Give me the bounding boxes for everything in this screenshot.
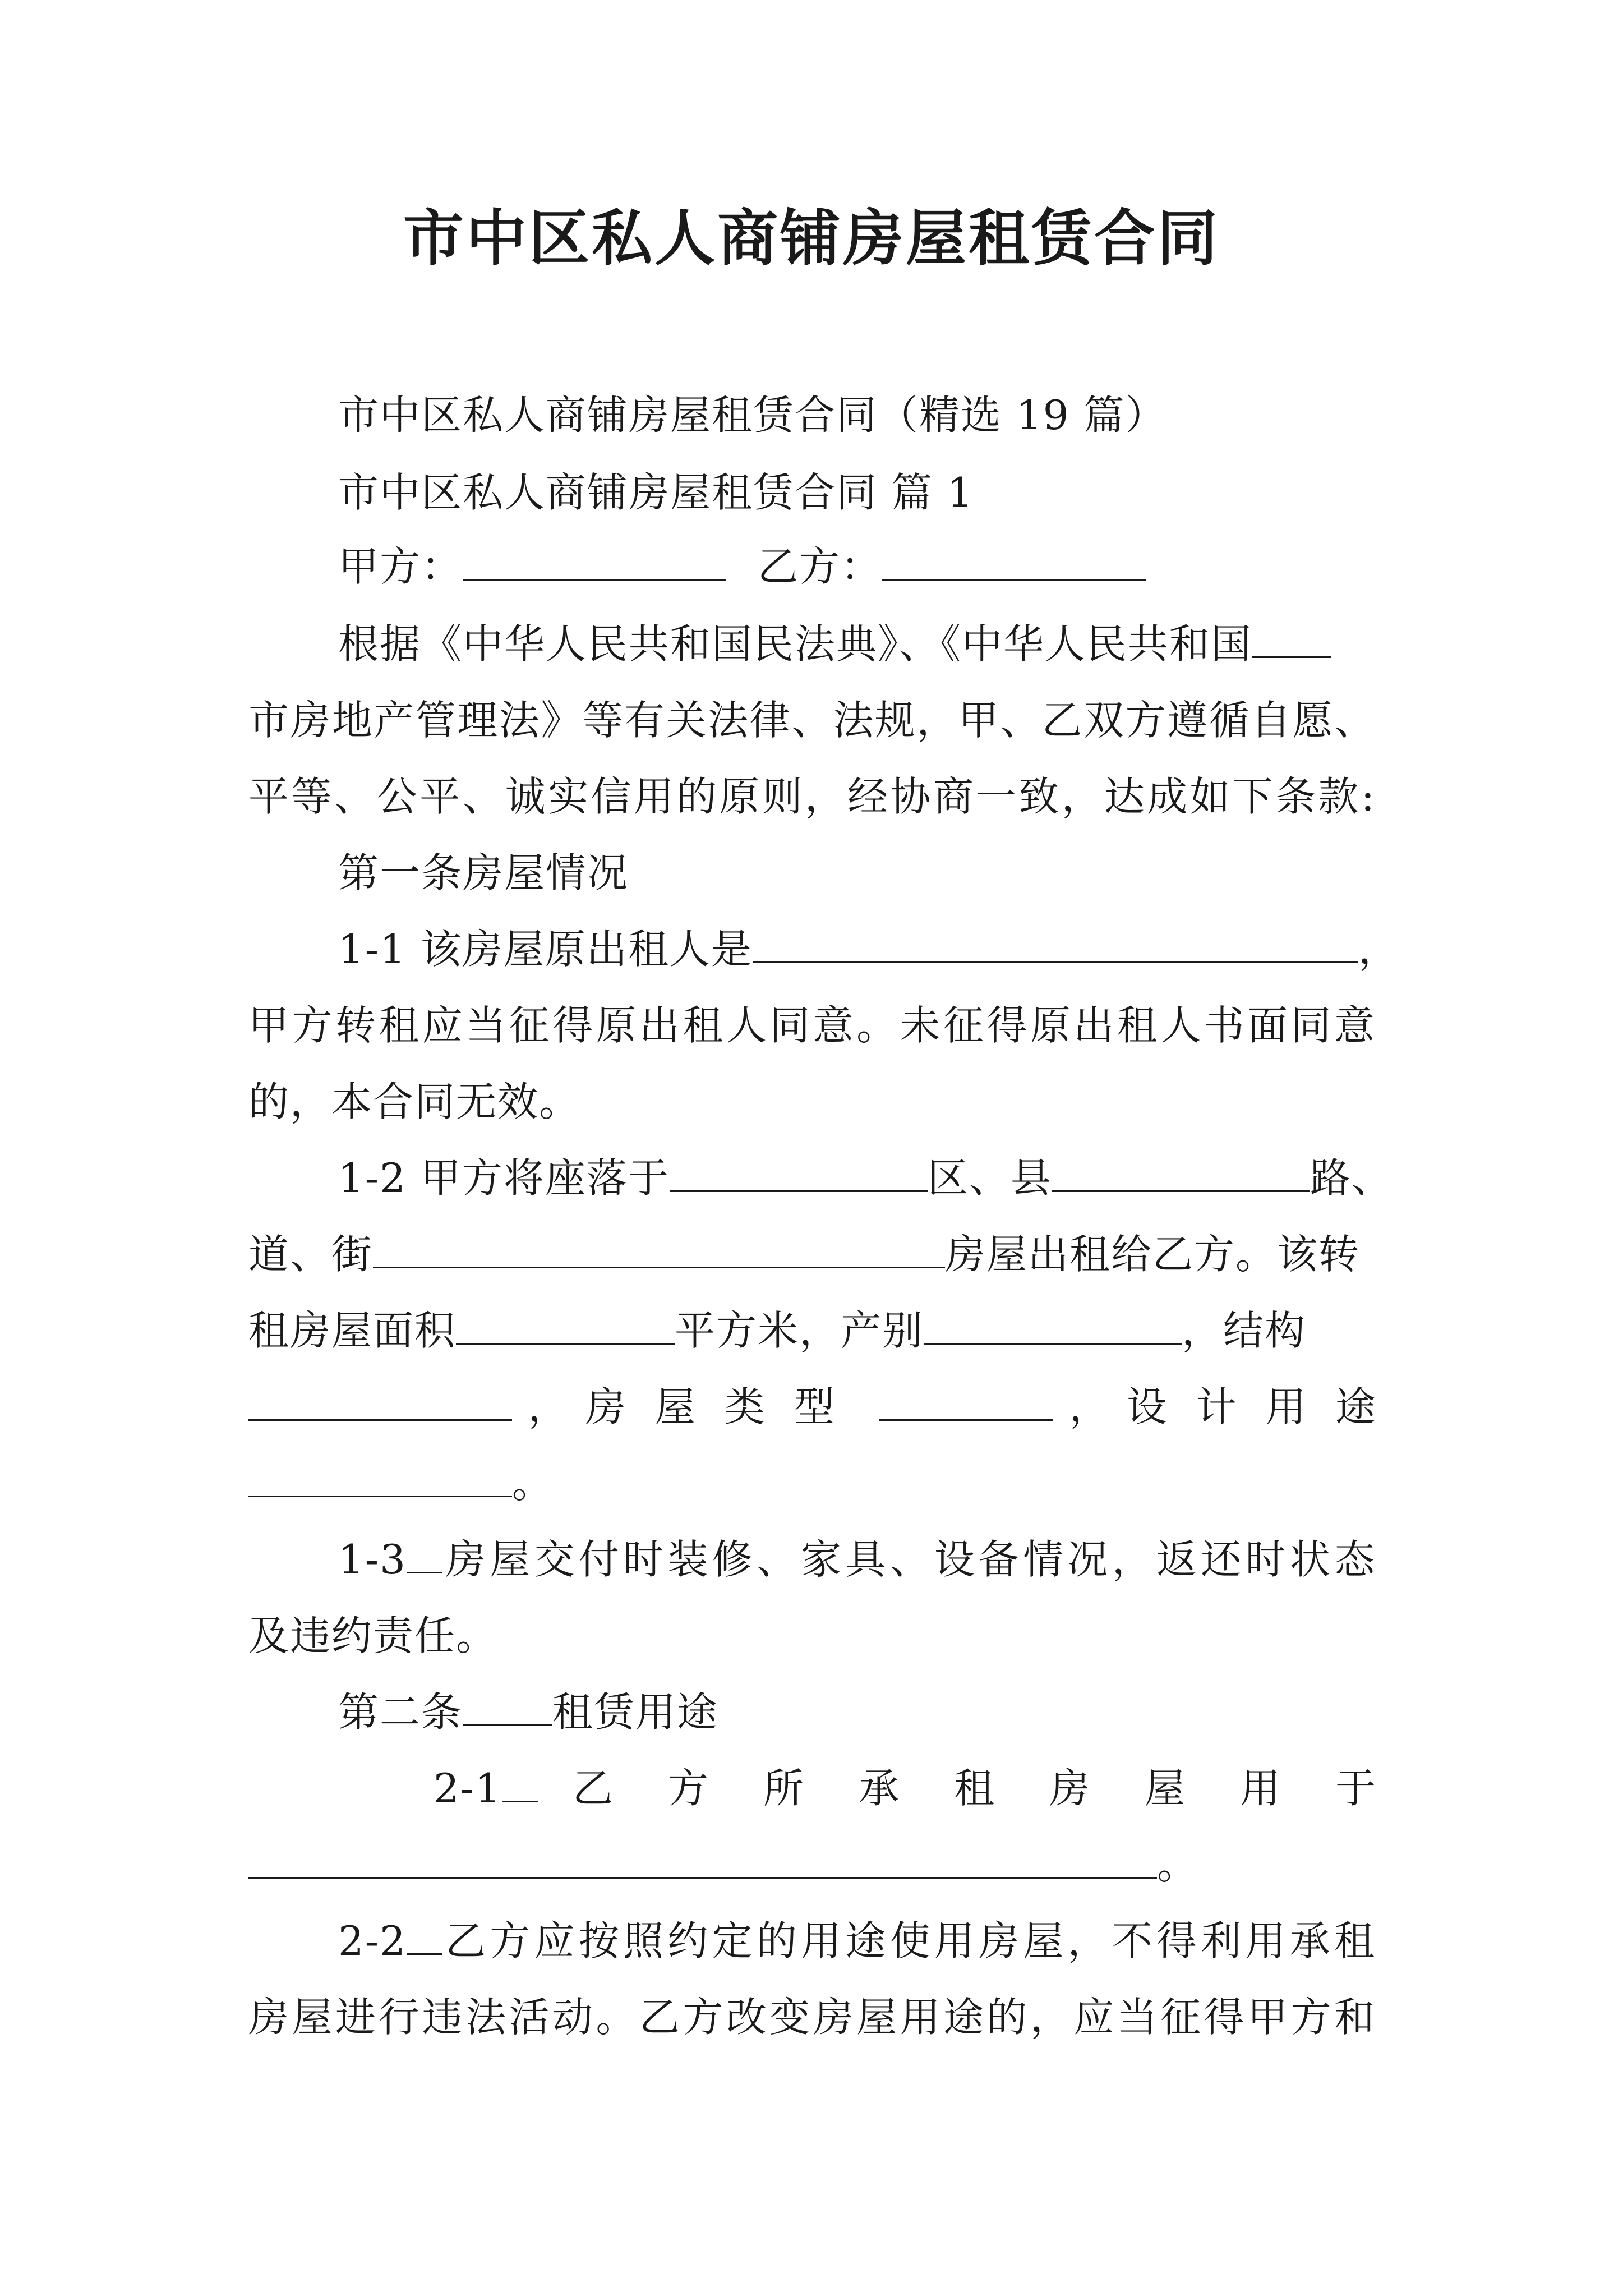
party-b-blank: [882, 544, 1146, 581]
road-blank: [1052, 1156, 1310, 1192]
paragraph-1-line-2: 市房地产管理法》等有关法律、法规，甲、乙双方遵循自愿、: [248, 697, 1376, 744]
original-lessor-blank: [753, 927, 1358, 963]
city-blank: [1252, 622, 1331, 658]
clause-1-2-line-3: 租房屋面积 平方米，产别 ，结构: [248, 1307, 1307, 1354]
clause-1-3-blank: [407, 1537, 442, 1573]
party-a-label: 甲方：: [338, 543, 463, 590]
party-b-label: 乙方：: [758, 543, 883, 590]
section-heading: 市中区私人商铺房屋租赁合同 篇 1: [338, 469, 974, 516]
clause-1-3-line-1: 1-3 房屋交付时装修、家具、设备情况，返还时状态: [338, 1536, 1376, 1583]
clause-1-2-line-1: 1-2 甲方将座落于 区、县 路、: [338, 1154, 1393, 1202]
document-subtitle: 市中区私人商铺房屋租赁合同（精选 19 篇）: [338, 392, 1167, 439]
clause-1-3-line-2: 及违约责任。: [248, 1612, 498, 1659]
clause-2-2-line-1: 2-2 乙方应按照约定的用途使用房屋，不得利用承租: [338, 1917, 1376, 1964]
article-2-blank: [463, 1690, 552, 1726]
house-type-blank: [879, 1384, 1053, 1421]
clause-1-1-line-2: 甲方转租应当征得原出租人同意。未征得原出租人书面同意: [248, 1002, 1376, 1049]
district-blank: [670, 1156, 928, 1192]
clause-1-1-line-3: 的，本合同无效。: [248, 1078, 581, 1125]
clause-2-1-blank: [502, 1766, 538, 1802]
article-1-title: 第一条房屋情况: [338, 849, 629, 896]
article-2-title: 第二条 租赁用途: [338, 1688, 719, 1736]
clause-2-2-blank: [407, 1918, 442, 1955]
clause-1-1-line-1: 1-1 该房屋原出租人是 ，: [338, 926, 1400, 973]
design-usage-blank: [248, 1461, 512, 1497]
street-blank: [373, 1232, 945, 1268]
clause-1-2-line-5: 。: [248, 1455, 1376, 1511]
parties-line: [338, 539, 1376, 595]
clause-2-1-line-2: 。: [248, 1837, 1376, 1893]
clause-1-2-line-2: 道、街 房屋出租给乙方。该转: [248, 1231, 1361, 1278]
structure-blank: [248, 1384, 512, 1421]
clause-2-2-line-2: 房屋进行违法活动。乙方改变房屋用途的，应当征得甲方和: [248, 1994, 1376, 2041]
area-blank: [456, 1308, 675, 1345]
property-type-blank: [924, 1308, 1182, 1345]
paragraph-1-line-1: 根据《中华人民共和国民法典》、《中华人民共和国: [338, 616, 1376, 672]
document-title: 市中区私人商铺房屋租赁合同: [403, 203, 1220, 274]
clause-2-1-line-1: 2-1 乙方所承租房屋用于: [434, 1765, 1431, 1812]
paragraph-1-line-3: 平等、公平、诚实信用的原则，经协商一致，达成如下条款:: [248, 773, 1376, 820]
usage-blank: [248, 1842, 1157, 1879]
party-a-blank: [463, 544, 726, 581]
clause-1-2-line-4: ， 房屋类型 ， 设计用途: [248, 1379, 1376, 1435]
